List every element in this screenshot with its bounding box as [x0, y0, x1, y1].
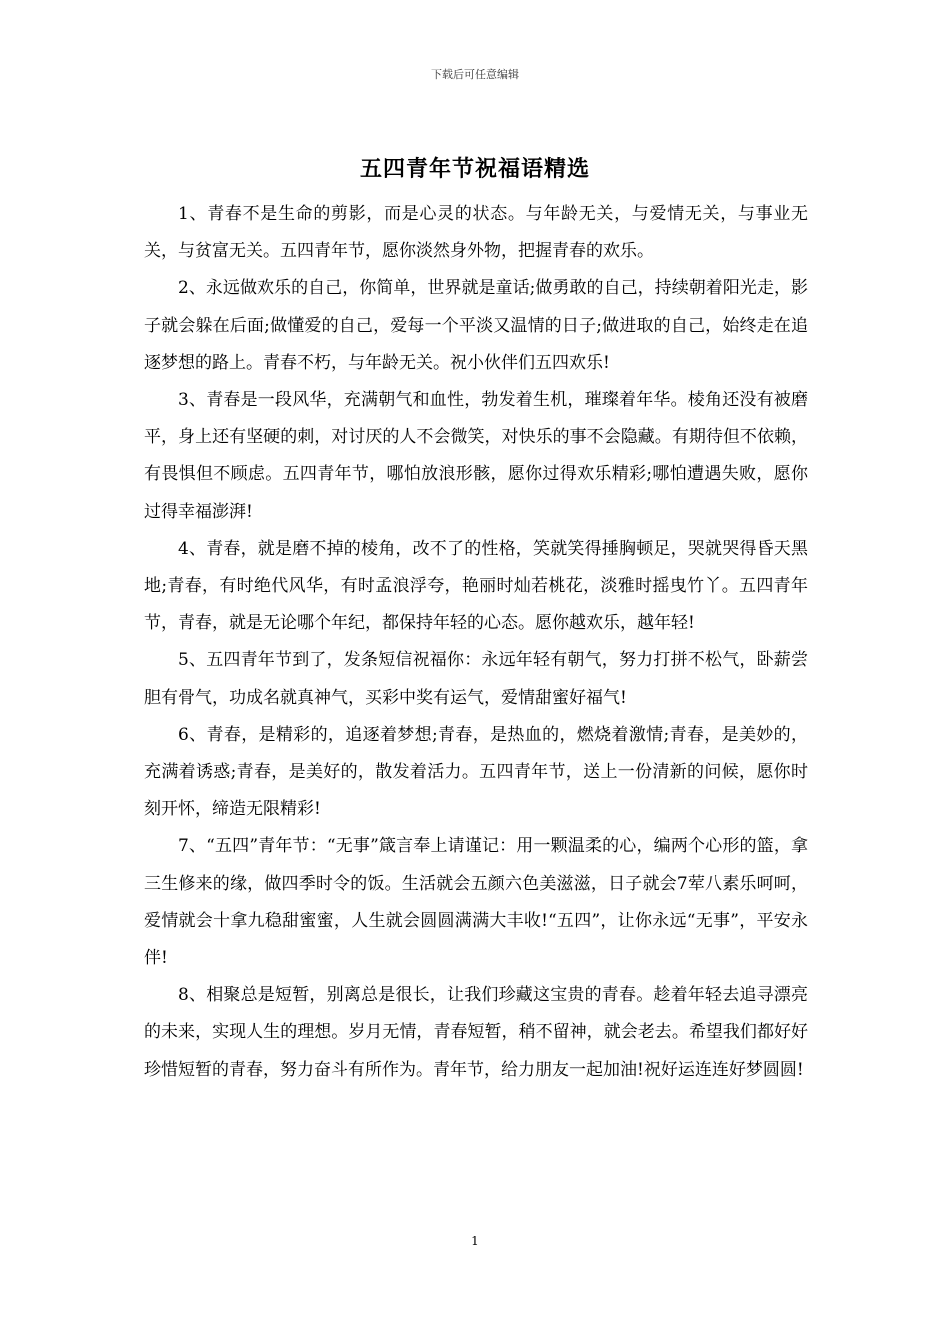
page-number: 1	[471, 1234, 479, 1248]
paragraph-5: 5、五四青年节到了，发条短信祝福你：永远年轻有朝气，努力打拼不松气，卧薪尝胆有骨气，功成名就真神气，买彩中奖有运气，爱情甜蜜好福气!	[144, 650, 808, 708]
page-title: 五四青年节祝福语精选	[359, 156, 590, 182]
paragraph-7: 7、“五四”青年节：“无事”箴言奉上请谨记：用一颗温柔的心，编两个心形的篮，拿三生修来的缘，做四季时令的饭。生活就会五颜六色美滋滋，日子就会7荤八素乐呵呵，爱情就会十拿九稳甜蜜蜜，人生就会圆圆满满大丰收!“五四”，让你永远“无事”，平安永伴!	[144, 836, 808, 969]
paragraph-4: 4、青春，就是磨不掉的棱角，改不了的性格，笑就笑得捶胸顿足，哭就哭得昏天黑地;青春，有时绝代风华，有时孟浪浮夸，艳丽时灿若桃花，淡雅时摇曳竹丫。五四青年节，青春，就是无论哪个年纪，都保持年轻的心态。愿你越欢乐，越年轻!	[144, 538, 808, 634]
paragraph-6: 6、青春，是精彩的，追逐着梦想;青春，是热血的，燃烧着激情;青春，是美妙的，充满着诱惑;青春，是美好的，散发着活力。五四青年节，送上一份清新的问候，愿你时刻开怀，缔造无限精彩!	[144, 724, 808, 820]
paragraph-2: 2、永远做欢乐的自己，你简单，世界就是童话;做勇敢的自己，持续朝着阳光走，影子就会躲在后面;做懂爱的自己，爱每一个平淡又温情的日子;做进取的自己，始终走在追逐梦想的路上。青春不朽，与年龄无关。祝小伙伴们五四欢乐!	[144, 278, 808, 373]
header-note: 下载后可任意编辑	[431, 68, 519, 81]
paragraph-8: 8、相聚总是短暂，别离总是很长，让我们珍藏这宝贵的青春。趁着年轻去追寻漂亮的未来，实现人生的理想。岁月无情，青春短暂，稍不留神，就会老去。希望我们都好好珍惜短暂的青春，努力奋斗有所作为。青年节，给力朋友一起加油!祝好运连连好梦圆圆!	[144, 985, 808, 1080]
paragraph-3: 3、青春是一段风华，充满朝气和血性，勃发着生机，璀璨着年华。棱角还没有被磨平，身上还有坚硬的刺，对讨厌的人不会微笑，对快乐的事不会隐藏。有期待但不依赖，有畏惧但不顾虑。五四青年节，哪怕放浪形骸，愿你过得欢乐精彩;哪怕遭遇失败，愿你过得幸福澎湃!	[144, 390, 808, 522]
paragraph-1: 1、青春不是生命的剪影，而是心灵的状态。与年龄无关，与爱情无关，与事业无关，与贫富无关。五四青年节，愿你淡然身外物，把握青春的欢乐。	[144, 204, 808, 262]
document-body	[144, 196, 808, 1089]
